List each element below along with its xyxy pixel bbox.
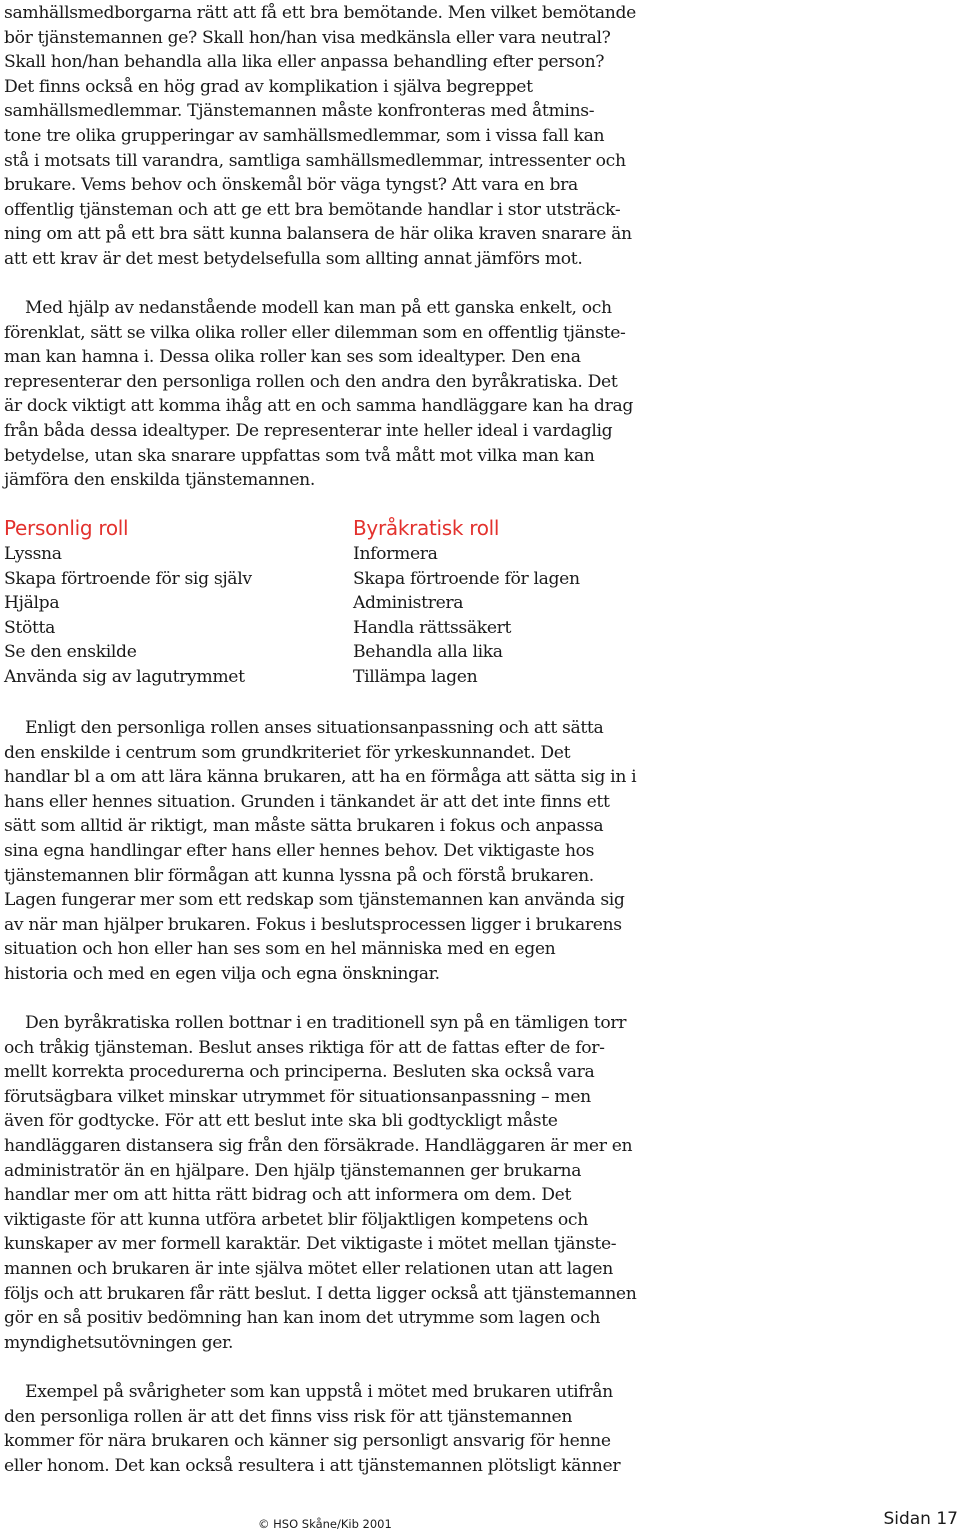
text-line: brukare. Vems behov och önskemål bör väga tyngst? Att vara en bra xyxy=(4,175,578,196)
text-line: att ett krav är det mest betydelsefulla som allting annat jämförs mot. xyxy=(4,248,583,269)
bureaucratic-role-item: Tillämpa lagen xyxy=(353,666,478,687)
text-line: samhällsmedlemmar. Tjänstemannen måste konfronteras med åtmins- xyxy=(4,101,595,122)
text-line: situation och hon eller han ses som en hel människa med en egen xyxy=(4,939,556,960)
text-line: Den byråkratiska rollen bottnar i en traditionell syn på en tämligen torr xyxy=(25,1013,627,1033)
text-line: man kan hamna i. Dessa olika roller kan ses som idealtyper. Den ena xyxy=(4,347,581,368)
personal-role-item: Se den enskilde xyxy=(4,642,137,663)
text-line: Enligt den personliga rollen anses situationsanpassning och att sätta xyxy=(25,718,604,738)
page-number: Sidan 17 xyxy=(883,1509,958,1529)
text-line: handläggaren distansera sig från den försäkrade. Handläggaren är mer en xyxy=(4,1135,633,1156)
text-line: stå i motsats till varandra, samtliga samhällsmedlemmar, intressenter och xyxy=(4,150,626,171)
text-line: Exempel på svårigheter som kan uppstå i mötet med brukaren utifrån xyxy=(25,1382,613,1402)
text-line: Det finns också en hög grad av komplikation i själva begreppet xyxy=(4,76,533,97)
text-line: representerar den personliga rollen och den andra den byråkratiska. Det xyxy=(4,371,618,392)
text-line: kommer för nära brukaren och känner sig personligt ansvarig för henne xyxy=(4,1431,611,1452)
text-line: den personliga rollen är att det finns viss risk för att tjänstemannen xyxy=(4,1406,573,1427)
text-line: Skall hon/han behandla alla lika eller anpassa behandling efter person? xyxy=(4,52,605,73)
text-line: betydelse, utan ska snarare uppfattas som två mått mot vilka man kan xyxy=(4,445,595,466)
text-line: kunskaper av mer formell karaktär. Det viktigaste i mötet mellan tjänste- xyxy=(4,1234,617,1255)
text-line: tjänstemannen blir förmågan att kunna lyssna på och förstå brukaren. xyxy=(4,865,594,886)
roles-comparison xyxy=(4,514,654,694)
text-line: samhällsmedborgarna rätt att få ett bra bemötande. Men vilket bemötande xyxy=(4,3,636,23)
personal-role-heading: Personlig roll xyxy=(4,516,129,540)
text-line: Lagen fungerar mer som ett redskap som tjänstemannen kan använda sig xyxy=(4,890,625,911)
text-line: eller honom. Det kan också resultera i att tjänstemannen plötsligt känner xyxy=(4,1455,621,1476)
bureaucratic-role-item: Skapa förtroende för lagen xyxy=(353,568,580,589)
personal-role-column xyxy=(4,514,252,690)
text-line: Med hjälp av nedanstående modell kan man på ett ganska enkelt, och xyxy=(25,298,612,318)
text-line: administratör än en hjälpare. Den hjälp tjänstemannen ger brukarna xyxy=(4,1160,582,1181)
text-line: bör tjänstemannen ge? Skall hon/han visa medkänsla eller vara neutral? xyxy=(4,27,611,48)
personal-role-item: Lyssna xyxy=(4,544,62,564)
paragraph-bureaucratic-role xyxy=(4,1011,636,1355)
text-line: viktigaste för att kunna utföra arbetet blir följaktligen kompetens och xyxy=(4,1209,588,1230)
personal-role-item: Skapa förtroende för sig själv xyxy=(4,568,252,589)
bureaucratic-role-item: Handla rättssäkert xyxy=(353,617,512,638)
text-line: även för godtycke. För att ett beslut inte ska bli godtyckligt måste xyxy=(4,1111,558,1132)
personal-role-item: Stötta xyxy=(4,617,55,638)
text-line: handlar bl a om att lära känna brukaren, att ha en förmåga att sätta sig in i xyxy=(4,767,637,788)
text-line: gör en så positiv bedömning han kan inom det utrymme som lagen och xyxy=(4,1308,601,1329)
footer-copyright: © HSO Skåne/Kib 2001 xyxy=(258,1517,392,1531)
bureaucratic-role-item: Administrera xyxy=(353,593,464,614)
text-line: följs och att brukaren får rätt beslut. I detta ligger också att tjänstemannen xyxy=(4,1283,637,1304)
personal-role-item: Hjälpa xyxy=(4,593,60,614)
text-line: den enskilde i centrum som grundkriteriet för yrkeskunnandet. Det xyxy=(4,742,571,763)
text-line: offentlig tjänsteman och att ge ett bra bemötande handlar i stor utsträck- xyxy=(4,199,621,220)
text-line: förutsägbara vilket minskar utrymmet för situationsanpassning – men xyxy=(4,1086,591,1107)
text-line: tone tre olika grupperingar av samhällsmedlemmar, som i vissa fall kan xyxy=(4,125,605,146)
text-line: och tråkig tjänsteman. Beslut anses riktiga för att de fattas efter de for- xyxy=(4,1037,605,1058)
bureaucratic-role-column xyxy=(353,514,580,690)
bureaucratic-role-item: Informera xyxy=(353,544,438,564)
bureaucratic-role-heading: Byråkratisk roll xyxy=(353,516,500,540)
text-line: mellt korrekta procedurerna och principerna. Besluten ska också vara xyxy=(4,1062,595,1083)
paragraph-model xyxy=(4,296,633,493)
bureaucratic-role-item: Behandla alla lika xyxy=(353,642,503,663)
text-line: ning om att på ett bra sätt kunna balansera de här olika kraven snarare än xyxy=(4,224,632,245)
paragraph-intro xyxy=(4,1,636,272)
text-line: förenklat, sätt se vilka olika roller eller dilemman som en offentlig tjänste- xyxy=(4,322,626,343)
text-line: sätt som alltid är riktigt, man måste sätta brukaren i fokus och anpassa xyxy=(4,816,604,837)
paragraph-difficulties xyxy=(4,1380,620,1478)
paragraph-personal-role xyxy=(4,716,636,987)
text-line: hans eller hennes situation. Grunden i tänkandet är att det inte finns ett xyxy=(4,791,610,812)
personal-role-item: Använda sig av lagutrymmet xyxy=(4,666,245,687)
text-line: handlar mer om att hitta rätt bidrag och att informera om dem. Det xyxy=(4,1185,572,1206)
text-line: jämföra den enskilda tjänstemannen. xyxy=(4,470,315,491)
text-line: historia och med en egen vilja och egna önskningar. xyxy=(4,963,440,984)
text-line: från båda dessa idealtyper. De representerar inte heller ideal i vardaglig xyxy=(4,420,613,441)
text-line: mannen och brukaren är inte själva mötet eller relationen utan att lagen xyxy=(4,1258,613,1279)
text-line: av när man hjälper brukaren. Fokus i beslutsprocessen ligger i brukarens xyxy=(4,914,622,935)
text-line: sina egna handlingar efter hans eller hennes behov. Det viktigaste hos xyxy=(4,840,595,861)
text-line: myndighetsutövningen ger. xyxy=(4,1332,234,1353)
text-line: är dock viktigt att komma ihåg att en och samma handläggare kan ha drag xyxy=(4,396,633,417)
